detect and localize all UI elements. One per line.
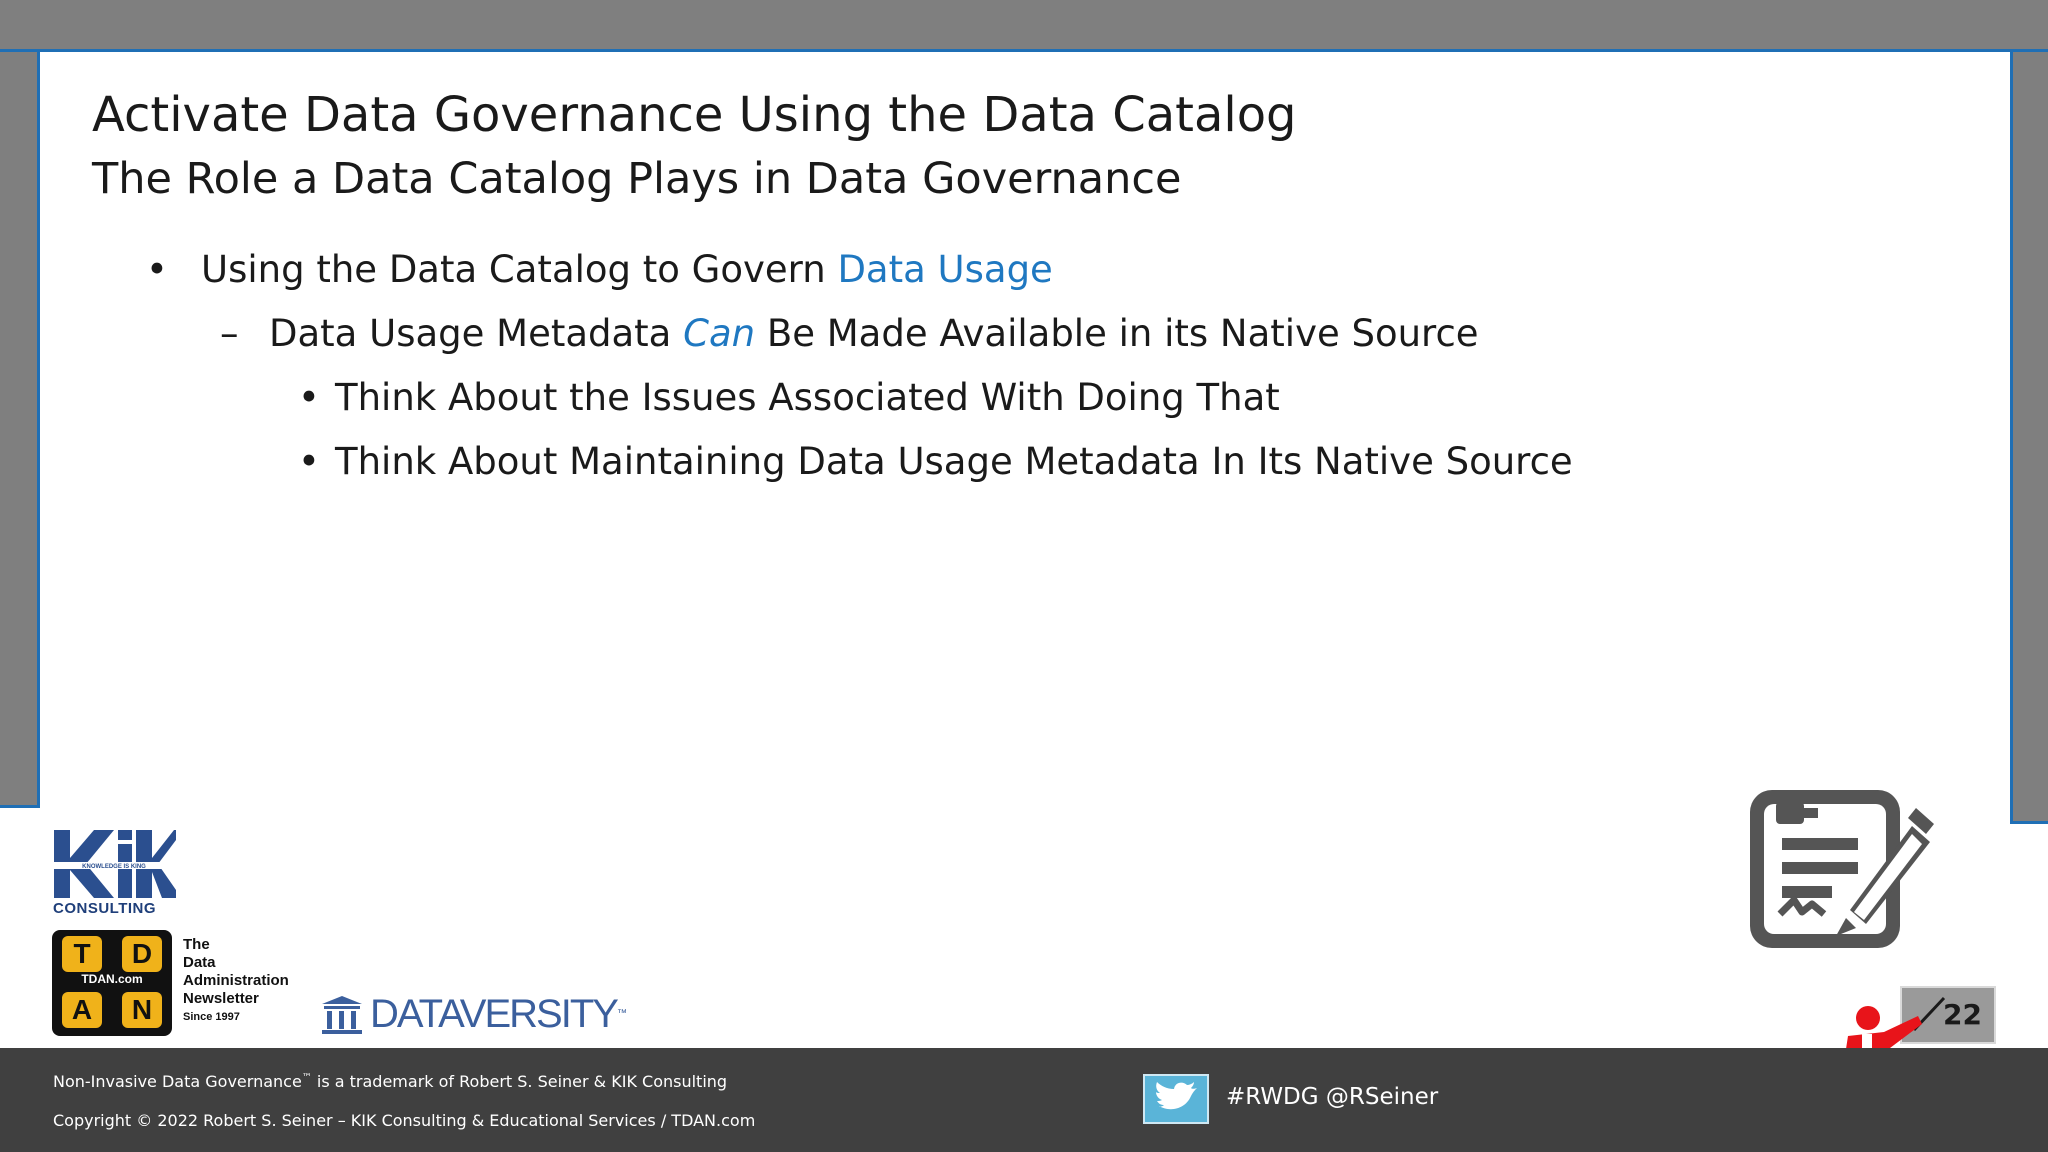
bullet-text <box>269 310 1479 358</box>
tdan-letter: A <box>62 992 102 1028</box>
left-frame-bar <box>0 52 40 808</box>
bullet-text: Think About Maintaining Data Usage Metadata In Its Native Source <box>335 440 1573 483</box>
page-number: 22 <box>1943 998 1982 1031</box>
tdan-tagline-line: The <box>183 936 210 953</box>
trademark-name: Non-Invasive Data Governance <box>53 1072 302 1091</box>
tdan-letter: D <box>122 936 162 972</box>
bullet-text-accent: Can <box>683 312 756 355</box>
tdan-letter: T <box>62 936 102 972</box>
copyright-notice: Copyright © 2022 Robert S. Seiner – KIK Consulting & Educational Services / TDAN.com <box>53 1111 756 1130</box>
tdan-tagline-line: Data <box>183 954 216 971</box>
trademark-rest: is a trademark of Robert S. Seiner & KIK Consulting <box>311 1072 728 1091</box>
slide-subtitle: The Role a Data Catalog Plays in Data Governance <box>92 154 1182 204</box>
bullet-text-accent: Data Usage <box>837 248 1053 291</box>
bullet-text: Think About the Issues Associated With Doing That <box>335 376 1280 419</box>
bullet-mark: • <box>146 248 168 291</box>
dataversity-name: DATAVERSITY <box>370 992 617 1036</box>
twitter-bird-icon <box>1143 1074 1209 1124</box>
tdan-since: Since 1997 <box>183 1011 240 1023</box>
tdan-tagline-line: Newsletter <box>183 990 259 1007</box>
bullet-text <box>201 246 1053 294</box>
bullet-mark: • <box>298 376 320 419</box>
tdan-logo <box>52 930 172 1036</box>
dash-mark: – <box>220 312 239 355</box>
footer-bar <box>0 1048 2048 1152</box>
pillar-icon <box>320 994 364 1036</box>
kik-tagline: KNOWLEDGE IS KING <box>82 864 146 870</box>
signed-document-icon <box>1746 786 1934 952</box>
trademark-notice <box>53 1072 727 1091</box>
trademark-symbol: ™ <box>616 1008 627 1019</box>
trademark-symbol: ™ <box>301 1072 312 1084</box>
tdan-tagline-line: Administration <box>183 972 289 989</box>
bullet-text-plain: Using the Data Catalog to Govern <box>201 248 838 291</box>
tdan-domain: TDAN.com <box>81 972 143 986</box>
bullet-mark: • <box>298 440 320 483</box>
kik-consulting-label: CONSULTING <box>53 900 157 917</box>
dataversity-text <box>370 992 627 1036</box>
bullet-text-plain: Data Usage Metadata <box>269 312 684 355</box>
bullet-text-plain: Be Made Available in its Native Source <box>755 312 1479 355</box>
slide-title: Activate Data Governance Using the Data Catalog <box>92 87 1297 143</box>
top-frame-bar <box>0 0 2048 52</box>
tdan-letter: N <box>122 992 162 1028</box>
right-frame-bar <box>2010 52 2048 824</box>
tdan-tagline <box>183 936 289 1026</box>
hashtag-handle: #RWDG @RSeiner <box>1226 1084 1439 1110</box>
twitter-bird-glyph <box>1145 1076 1207 1122</box>
